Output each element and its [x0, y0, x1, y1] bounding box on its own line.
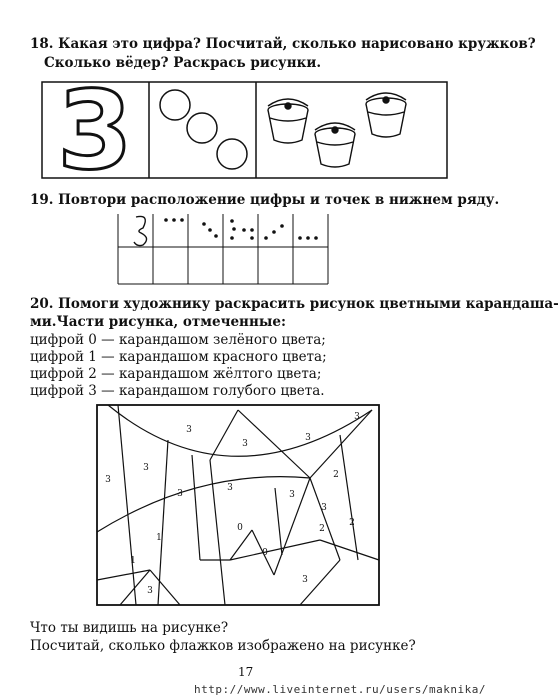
region-labels [105, 412, 360, 596]
region-label: 3 [105, 475, 111, 485]
circle-1 [160, 90, 190, 120]
legend-item: цифрой 0 — карандашом зелёного цвета; [30, 332, 326, 348]
region-label: 3 [143, 463, 149, 473]
task18-title-line1: 18. Какая это цифра? Посчитай, сколько нарисовано кружков? [30, 36, 536, 52]
buckets-group [268, 93, 406, 167]
task20-line1: 20. Помоги художнику раскрасить рисунок цветными карандаша- [30, 296, 559, 312]
region-label: 1 [156, 533, 162, 543]
region-label: 2 [349, 518, 355, 528]
region-label: 0 [237, 523, 243, 533]
bucket-icon [366, 93, 406, 137]
bucket-icon [268, 99, 308, 143]
legend-item: цифрой 3 — карандашом голубого цвета. [30, 383, 325, 399]
task19-grid [118, 214, 328, 284]
region-label: 3 [321, 503, 327, 513]
region-label: 3 [354, 412, 360, 422]
region-label: 2 [319, 524, 325, 534]
dot-patterns [164, 218, 318, 240]
region-label: 3 [242, 439, 248, 449]
region-label: 3 [305, 433, 311, 443]
region-label: 1 [130, 556, 136, 566]
circles-group [160, 90, 247, 169]
question-1: Что ты видишь на рисунке? [30, 620, 229, 636]
region-label: 3 [302, 575, 308, 585]
circle-2 [187, 113, 217, 143]
digit-three-glyph: 3 [57, 69, 133, 194]
legend-item: цифрой 2 — карандашом жёлтого цвета; [30, 366, 322, 382]
page-number: 17 [238, 665, 254, 679]
task20-line2: ми.Части рисунка, отмеченные: [30, 314, 286, 330]
outline-digit-three [57, 69, 132, 194]
task18-title-line2: Сколько вёдер? Раскрась рисунки. [44, 55, 322, 71]
handwritten-three [134, 216, 147, 245]
region-label: 0 [262, 548, 268, 558]
circle-3 [217, 139, 247, 169]
picture-border [97, 405, 379, 605]
watermark-url: http://www.liveinternet.ru/users/maknika/ [193, 683, 486, 696]
coloring-picture [97, 405, 379, 605]
region-label: 3 [227, 483, 233, 493]
question-2: Посчитай, сколько флажков изображено на рисунке? [30, 638, 416, 654]
region-label: 2 [333, 470, 339, 480]
region-label: 3 [186, 425, 192, 435]
region-label: 3 [147, 586, 153, 596]
task19-title: 19. Повтори расположение цифры и точек в нижнем ряду. [30, 192, 500, 208]
legend-item: цифрой 1 — карандашом красного цвета; [30, 349, 327, 365]
region-label: 3 [177, 489, 183, 499]
region-label: 3 [289, 490, 295, 500]
bucket-icon [315, 123, 355, 167]
